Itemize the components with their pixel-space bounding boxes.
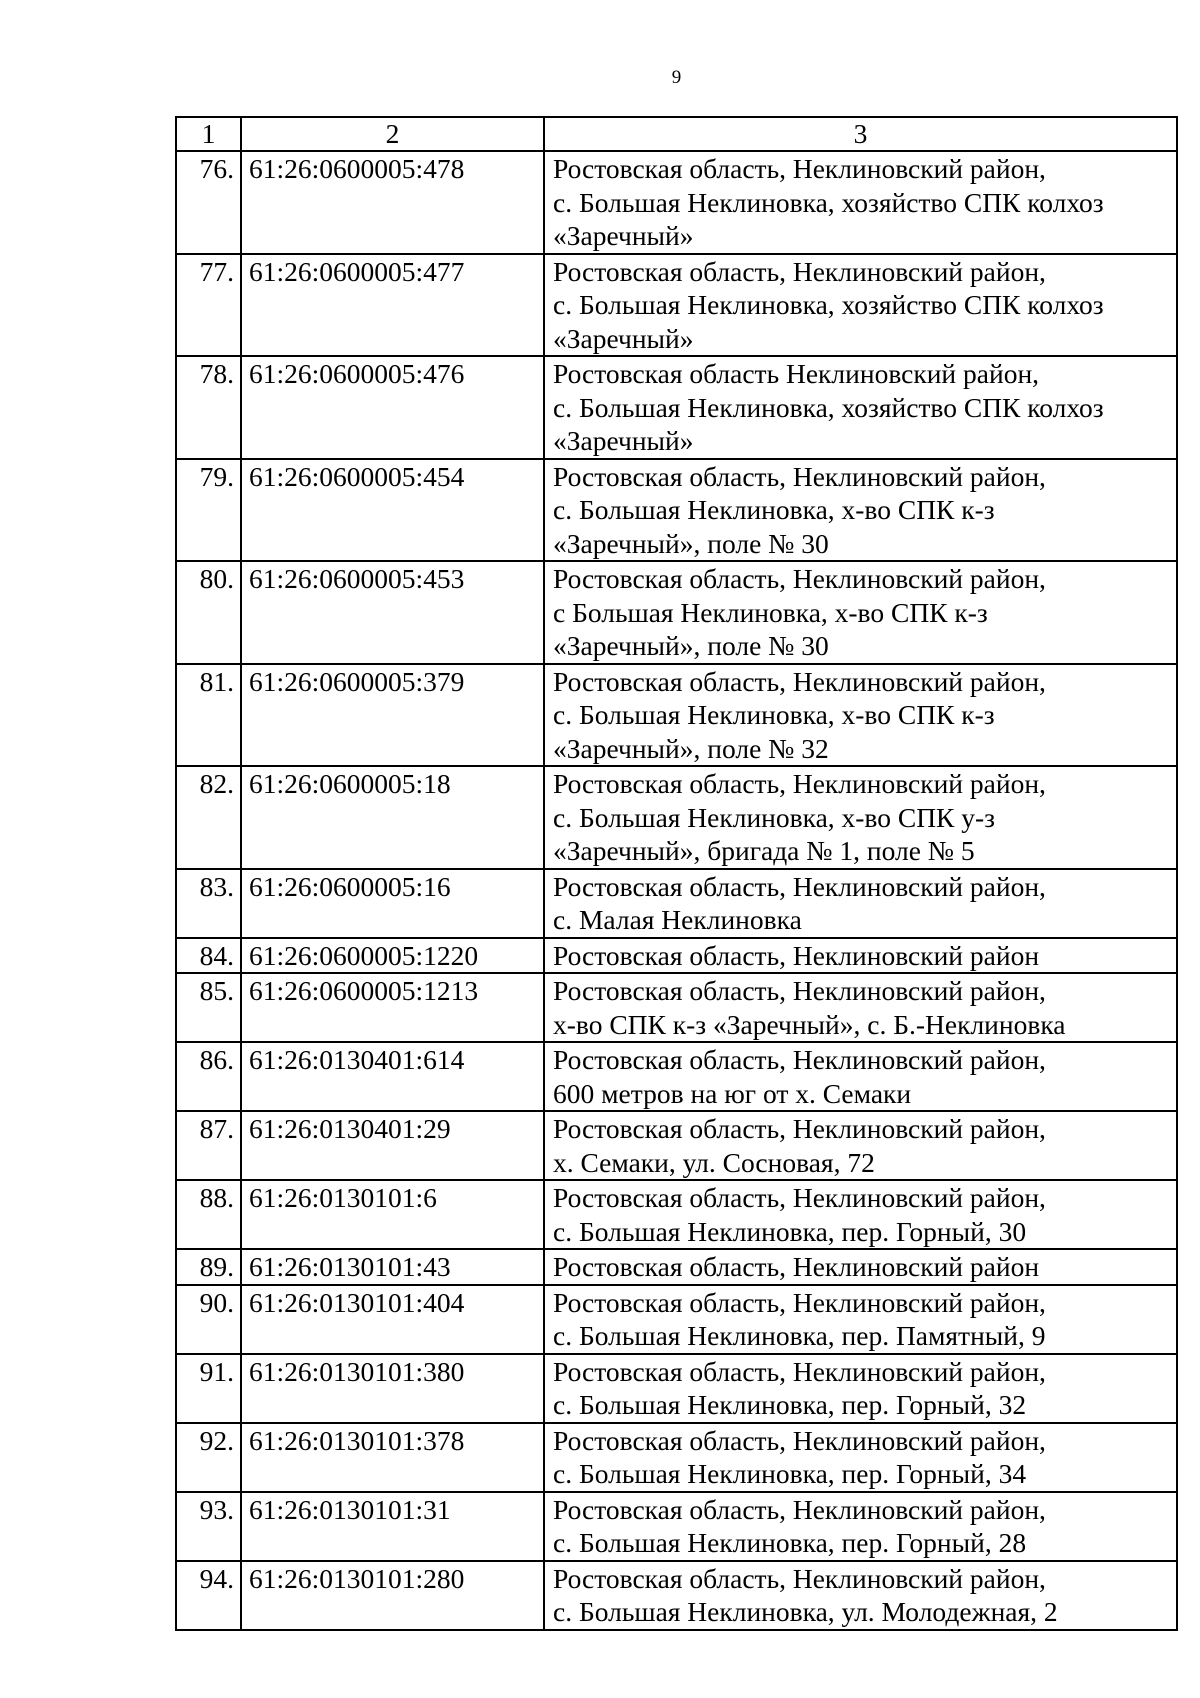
address-line: Ростовская область, Неклиновский район,	[553, 1182, 1046, 1213]
cadastral-number: 61:26:0130401:29	[241, 1111, 544, 1180]
address-line: с. Большая Неклиновка, пер. Горный, 32	[553, 1389, 1027, 1420]
address-line: Ростовская область, Неклиновский район,	[553, 563, 1046, 594]
address-cell	[544, 766, 1177, 869]
row-number: 86.	[176, 1042, 241, 1111]
address-line: Ростовская область, Неклиновский район,	[553, 1113, 1046, 1144]
address-line: с. Большая Неклиновка, пер. Горный, 34	[553, 1458, 1027, 1489]
address-line: Ростовская область, Неклиновский район	[553, 1251, 1040, 1282]
cadastral-number: 61:26:0130101:43	[241, 1249, 544, 1285]
row-number: 92.	[176, 1423, 241, 1492]
address-line: «Заречный», поле № 30	[553, 527, 829, 559]
row-number: 91.	[176, 1354, 241, 1423]
cadastral-number: 61:26:0130101:280	[241, 1561, 544, 1630]
address-line: Ростовская область, Неклиновский район,	[553, 1493, 1046, 1525]
row-number: 76.	[176, 151, 241, 254]
address-line: с Большая Неклиновка, х-во СПК к-з	[553, 596, 988, 628]
cadastral-number: 61:26:0130101:380	[241, 1354, 544, 1423]
address-line: х. Семаки, ул. Сосновая, 72	[553, 1146, 875, 1178]
row-number: 88.	[176, 1180, 241, 1249]
cadastral-number: 61:26:0600005:1220	[241, 938, 544, 974]
column-header-2: 2	[241, 117, 544, 151]
cadastral-number: 61:26:0600005:16	[241, 869, 544, 938]
address-line: Ростовская область, Неклиновский район,	[553, 665, 1046, 697]
address-line: с. Большая Неклиновка, ул. Молодежная, 2	[553, 1596, 1058, 1627]
row-number: 81.	[176, 664, 241, 767]
row-number: 93.	[176, 1492, 241, 1561]
address-line: с. Большая Неклиновка, пер. Горный, 28	[553, 1527, 1027, 1558]
table-row	[176, 1249, 1177, 1285]
address-line: с. Большая Неклиновка, хозяйство СПК колхоз	[553, 289, 1104, 320]
address-cell	[544, 1561, 1177, 1630]
row-number: 89.	[176, 1249, 241, 1285]
table-row	[176, 973, 1177, 1042]
table-row	[176, 151, 1177, 254]
address-cell	[544, 1042, 1177, 1111]
table-row	[176, 254, 1177, 357]
cadastral-number: 61:26:0600005:477	[241, 254, 544, 357]
cadastral-number: 61:26:0130101:378	[241, 1423, 544, 1492]
cadastral-number: 61:26:0600005:1213	[241, 973, 544, 1042]
row-number: 94.	[176, 1561, 241, 1630]
page-number: 9	[671, 67, 682, 88]
address-line: Ростовская область, Неклиновский район,	[553, 460, 1046, 492]
table-row	[176, 766, 1177, 869]
cadastral-number: 61:26:0600005:379	[241, 664, 544, 767]
address-cell	[544, 356, 1177, 459]
table-row	[176, 869, 1177, 938]
table-row	[176, 356, 1177, 459]
table-row	[176, 1285, 1177, 1354]
land-plots-table	[175, 116, 1178, 1631]
address-line: с. Большая Неклиновка, хозяйство СПК колхоз	[553, 186, 1104, 218]
address-cell	[544, 151, 1177, 254]
address-line: с. Большая Неклиновка, х-во СПК к-з	[553, 699, 995, 730]
table-row	[176, 1111, 1177, 1180]
address-cell	[544, 1423, 1177, 1492]
address-line: х-во СПК к-з «Заречный», с. Б.-Неклиновка	[553, 1008, 1066, 1040]
address-cell	[544, 1249, 1177, 1285]
address-line: Ростовская область, Неклиновский район,	[553, 768, 1046, 799]
address-line: «Заречный»	[553, 322, 694, 354]
address-cell	[544, 1285, 1177, 1354]
address-cell	[544, 254, 1177, 357]
address-line: 600 метров на юг от х. Семаки	[553, 1077, 912, 1109]
address-line: Ростовская область, Неклиновский район,	[553, 153, 1046, 184]
cadastral-number: 61:26:0130101:6	[241, 1180, 544, 1249]
cadastral-number: 61:26:0600005:478	[241, 151, 544, 254]
table-row	[176, 459, 1177, 562]
table-body	[176, 151, 1177, 1630]
row-number: 83.	[176, 869, 241, 938]
row-number: 78.	[176, 356, 241, 459]
table-row	[176, 1180, 1177, 1249]
address-line: Ростовская область, Неклиновский район,	[553, 1355, 1046, 1387]
address-line: Ростовская область, Неклиновский район,	[553, 1044, 1046, 1075]
address-cell	[544, 561, 1177, 664]
address-line: Ростовская область, Неклиновский район,	[553, 975, 1046, 1006]
row-number: 79.	[176, 459, 241, 562]
address-cell	[544, 459, 1177, 562]
cadastral-number: 61:26:0600005:454	[241, 459, 544, 562]
row-number: 87.	[176, 1111, 241, 1180]
address-line: Ростовская область Неклиновский район,	[553, 358, 1040, 389]
address-line: Ростовская область, Неклиновский район,	[553, 1562, 1046, 1594]
address-line: с. Большая Неклиновка, пер. Горный, 30	[553, 1215, 1027, 1247]
table-row	[176, 1042, 1177, 1111]
row-number: 84.	[176, 938, 241, 974]
table-row	[176, 1354, 1177, 1423]
address-line: с. Большая Неклиновка, пер. Памятный, 9	[553, 1320, 1046, 1351]
row-number: 82.	[176, 766, 241, 869]
address-line: Ростовская область, Неклиновский район,	[553, 1424, 1046, 1456]
table-row	[176, 1561, 1177, 1630]
row-number: 85.	[176, 973, 241, 1042]
table-row	[176, 1423, 1177, 1492]
address-cell	[544, 1492, 1177, 1561]
address-line: с. Большая Неклиновка, хозяйство СПК колхоз	[553, 391, 1104, 423]
table-header-row	[176, 117, 1177, 151]
cadastral-number: 61:26:0600005:453	[241, 561, 544, 664]
table-row	[176, 664, 1177, 767]
row-number: 77.	[176, 254, 241, 357]
address-cell	[544, 1111, 1177, 1180]
address-cell	[544, 1180, 1177, 1249]
table-row	[176, 1492, 1177, 1561]
address-line: с. Большая Неклиновка, х-во СПК у-з	[553, 801, 996, 833]
cadastral-number: 61:26:0130401:614	[241, 1042, 544, 1111]
cadastral-number: 61:26:0130101:31	[241, 1492, 544, 1561]
address-cell	[544, 664, 1177, 767]
address-line: Ростовская область, Неклиновский район,	[553, 1286, 1046, 1318]
address-line: с. Большая Неклиновка, х-во СПК к-з	[553, 494, 995, 525]
address-line: «Заречный», поле № 32	[553, 732, 829, 764]
table-row	[176, 561, 1177, 664]
row-number: 90.	[176, 1285, 241, 1354]
address-cell	[544, 938, 1177, 974]
address-line: с. Малая Неклиновка	[553, 904, 802, 935]
cadastral-number: 61:26:0130101:404	[241, 1285, 544, 1354]
table-row	[176, 938, 1177, 974]
cadastral-number: 61:26:0600005:18	[241, 766, 544, 869]
address-line: «Заречный», бригада № 1, поле № 5	[553, 835, 975, 866]
address-line: Ростовская область, Неклиновский район	[553, 939, 1040, 971]
address-line: «Заречный», поле № 30	[553, 630, 829, 661]
address-cell	[544, 1354, 1177, 1423]
column-header-1: 1	[176, 117, 241, 151]
address-line: «Заречный»	[553, 425, 694, 456]
address-cell	[544, 973, 1177, 1042]
address-line: «Заречный»	[553, 220, 694, 251]
cadastral-number: 61:26:0600005:476	[241, 356, 544, 459]
address-line: Ростовская область, Неклиновский район,	[553, 870, 1046, 902]
column-header-3: 3	[544, 117, 1177, 151]
address-line: Ростовская область, Неклиновский район,	[553, 255, 1046, 287]
address-cell	[544, 869, 1177, 938]
row-number: 80.	[176, 561, 241, 664]
